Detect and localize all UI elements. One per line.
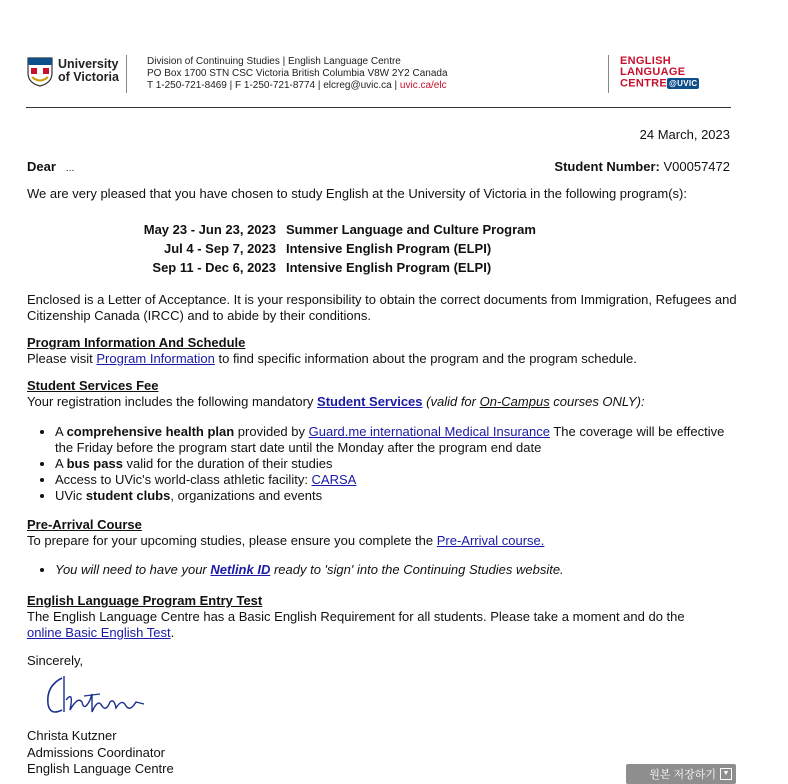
student-services-link[interactable]: Student Services [317, 394, 423, 409]
dear-label: Dear [27, 159, 56, 174]
entry-test-heading: English Language Program Entry Test [27, 593, 263, 608]
guardme-link[interactable]: Guard.me international Medical Insurance [308, 424, 550, 439]
services-list [27, 424, 725, 504]
entry-test-text [27, 609, 717, 641]
program-info-post: to find specific information about the program and the program schedule. [214, 351, 637, 366]
elc-logo-line2: LANGUAGE [620, 66, 686, 78]
services-text [27, 394, 747, 410]
basic-english-test-link[interactable]: online Basic English Test [27, 625, 171, 640]
program-name: Intensive English Program (ELPI) [286, 241, 492, 256]
list-item: • Access to UVic's world-class athletic facility: CARSA [55, 472, 725, 488]
save-original-button[interactable] [626, 764, 736, 784]
student-number-value: V00057472 [663, 159, 730, 174]
list-item: • A comprehensive health plan provided by Guard.me international Medical Insurance The coverage will be effective the Friday before the program start date until the Monday after the program end date [55, 424, 725, 456]
student-number [554, 159, 730, 174]
program-dates: Sep 11 - Dec 6, 2023 [152, 260, 276, 275]
signer-department: English Language Centre [27, 761, 174, 776]
address-line3 [147, 80, 448, 92]
program-dates: Jul 4 - Sep 7, 2023 [163, 241, 276, 256]
program-name: Summer Language and Culture Program [286, 222, 536, 237]
header-divider-right [608, 55, 609, 93]
elc-website-link[interactable]: uvic.ca/elc [399, 80, 447, 91]
program-row [110, 239, 536, 258]
entry-test-post: . [170, 625, 175, 640]
recipient-name: ... [65, 163, 75, 174]
uvic-logo [27, 56, 127, 92]
program-row [110, 220, 536, 239]
signature-block [27, 728, 174, 778]
netlink-id-link[interactable]: Netlink ID [210, 562, 271, 577]
program-info-text [27, 351, 747, 367]
services-heading: Student Services Fee [27, 378, 159, 393]
save-icon: ▼ [720, 768, 732, 780]
list-item: • A bus pass valid for the duration of their studies [55, 456, 725, 472]
elc-logo [620, 56, 699, 89]
prearrival-course-link[interactable]: Pre-Arrival course. [436, 533, 545, 548]
services-mid: (valid for [422, 394, 480, 409]
save-original-label: 원본 저장하기 [649, 769, 716, 781]
prearrival-heading: Pre-Arrival Course [27, 517, 142, 532]
signer-title: Admissions Coordinator [27, 744, 166, 760]
contact-info: T 1-250-721-8469 | F 1-250-721-8774 | elcreg@uvic.ca | [147, 80, 400, 91]
university-name-line2: of Victoria [58, 70, 119, 84]
on-campus-text: On-Campus [479, 394, 550, 409]
list-item: • UVic student clubs, organizations and events [55, 488, 725, 504]
header-divider [126, 55, 127, 93]
prearrival-pre: To prepare for your upcoming studies, please ensure you complete the [27, 533, 437, 548]
services-pre: Your registration includes the following mandatory [27, 394, 318, 409]
enclosed-text: Enclosed is a Letter of Acceptance. It is your responsibility to obtain the correct documents from Immigration, Refugees and Citizenship Canada (IRCC) and to abide by their conditions. [27, 292, 737, 323]
program-info-heading: Program Information And Schedule [27, 335, 246, 350]
letter-date: 24 March, 2023 [639, 127, 730, 142]
prearrival-text [27, 533, 747, 549]
elc-logo-line1: ENGLISH [620, 55, 671, 67]
program-info-pre: Please visit [27, 351, 97, 366]
program-row [110, 258, 536, 277]
salutation [27, 159, 74, 174]
signer-name: Christa Kutzner [27, 728, 117, 743]
program-dates: May 23 - Jun 23, 2023 [143, 222, 276, 237]
header-address [147, 56, 448, 92]
program-information-link[interactable]: Program Information [96, 351, 215, 366]
intro-text: We are very pleased that you have chosen to study English at the University of Victoria in the following program(s): [27, 186, 687, 201]
carsa-link[interactable]: CARSA [311, 472, 357, 487]
entry-test-pre: The English Language Centre has a Basic English Requirement for all students. Please take a moment and do the [27, 609, 685, 624]
program-name: Intensive English Program (ELPI) [286, 260, 492, 275]
student-number-label: Student Number: [554, 159, 660, 174]
header-rule [26, 107, 731, 108]
elc-uvic-badge: @UVIC [669, 79, 698, 88]
address-line1: Division of Continuing Studies | English Language Centre [147, 56, 401, 67]
closing: Sincerely, [27, 653, 84, 668]
signature-icon [40, 672, 150, 722]
uvic-crest-icon [27, 57, 53, 87]
prearrival-list [27, 562, 735, 578]
list-item: • You will need to have your Netlink ID ready to 'sign' into the Continuing Studies website. [55, 562, 735, 578]
elc-logo-line3: CENTRE [620, 77, 668, 90]
university-name-line1: University [58, 57, 119, 71]
program-list [110, 220, 536, 277]
services-post: courses ONLY): [549, 394, 645, 409]
address-line2: PO Box 1700 STN CSC Victoria British Columbia V8W 2Y2 Canada [147, 68, 448, 79]
